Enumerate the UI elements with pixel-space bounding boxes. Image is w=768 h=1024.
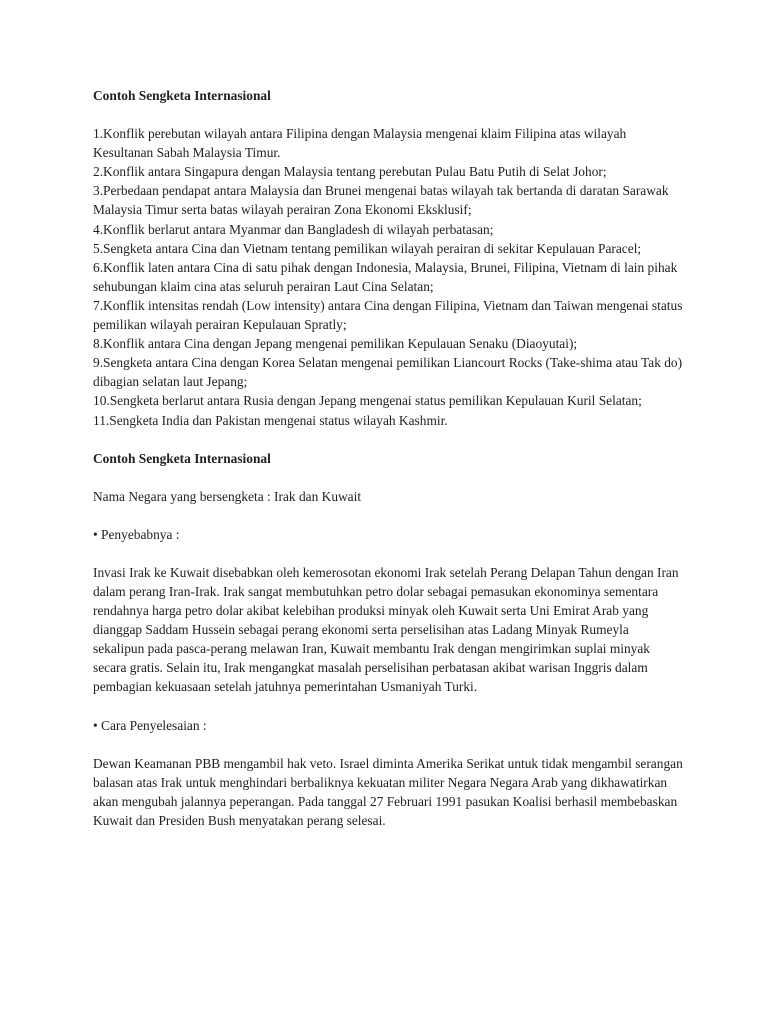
list-item: 3.Perbedaan pendapat antara Malaysia dan Brunei mengenai batas wilayah tak bertanda di daratan Sarawak Malaysia Timur serta batas wilayah perairan Zona Ekonomi Eksklusif;: [93, 183, 669, 218]
list-item: 10.Sengketa berlarut antara Rusia dengan Jepang mengenai status pemilikan Kepulauan Kuril Selatan;: [93, 393, 642, 409]
dispute-list: [93, 124, 683, 430]
spacer: [93, 430, 683, 449]
list-item: 7.Konflik intensitas rendah (Low intensity) antara Cina dengan Filipina, Vietnam dan Taiwan mengenai status pemilikan wilayah perairan Kepulauan Spratly;: [93, 297, 683, 333]
list-item: 8.Konflik antara Cina dengan Jepang mengenai pemilikan Kepulauan Senaku (Diaoyutai);: [93, 336, 578, 352]
list-item: 1.Konflik perebutan wilayah antara Filipina dengan Malaysia mengenai klaim Filipina atas wilayah Kesultanan Sabah Malaysia Timur.: [93, 126, 627, 161]
spacer: [93, 105, 683, 124]
spacer: [93, 468, 683, 487]
resolution-label: • Cara Penyelesaian :: [93, 717, 207, 733]
list-item: 2.Konflik antara Singapura dengan Malaysia tentang perebutan Pulau Batu Putih di Selat Johor;: [93, 164, 607, 180]
countries-line: Nama Negara yang bersengketa : Irak dan Kuwait: [93, 488, 362, 504]
list-item: 5.Sengketa antara Cina dan Vietnam tentang pemilikan wilayah perairan di sekitar Kepulauan Paracel;: [93, 240, 642, 256]
list-item: 9.Sengketa antara Cina dengan Korea Selatan mengenai pemilikan Liancourt Rocks (Take-shima atau Tak do) dibagian selatan laut Jepang;: [93, 355, 683, 390]
cause-paragraph: Invasi Irak ke Kuwait disebabkan oleh kemerosotan ekonomi Irak setelah Perang Delapan Tahun dengan Iran dalam perang Iran-Irak. Irak sangat membutuhkan petro dolar sebagai pemasukan ekonominya sementara rendahnya harga petro dolar akibat kelebihan produksi minyak oleh Kuwait serta Uni Emirat Arab yang dianggap Saddam Hussein sebagai perang ekonomi serta perselisihan atas Ladang Minyak Rumeyla sekalipun pada pasca-perang melawan Iran, Kuwait membantu Irak dengan mengirimkan suplai minyak secara gratis. Selain itu, Irak mengangkat masalah perselisihan perbatasan akibat warisan Inggris dalam pembagian kekuasaan setelah jatuhnya pemerintahan Usmaniyah Turki.: [93, 564, 679, 695]
spacer: [93, 506, 683, 525]
cause-label: • Penyebabnya :: [93, 526, 180, 542]
spacer: [93, 544, 683, 563]
section-1-heading: Contoh Sengketa Internasional: [93, 88, 271, 103]
spacer: [93, 735, 683, 754]
list-item: 4.Konflik berlarut antara Myanmar dan Bangladesh di wilayah perbatasan;: [93, 221, 494, 237]
list-item: 6.Konflik laten antara Cina di satu pihak dengan Indonesia, Malaysia, Brunei, Filipina, Vietnam di lain pihak sehubungan klaim cina atas seluruh perairan Laut Cina Selatan;: [93, 259, 678, 294]
section-2-heading: Contoh Sengketa Internasional: [93, 450, 271, 466]
list-item: 11.Sengketa India dan Pakistan mengenai status wilayah Kashmir.: [93, 412, 448, 428]
resolution-paragraph: Dewan Keamanan PBB mengambil hak veto. Israel diminta Amerika Serikat untuk tidak mengambil serangan balasan atas Irak untuk menghindari berbaliknya kekuatan militer Negara Negara Arab yang dikhawatirkan akan mengubah jalannya peperangan. Pada tanggal 27 Februari 1991 pasukan Koalisi berhasil membebaskan Kuwait dan Presiden Bush menyatakan perang selesai.: [93, 755, 683, 828]
spacer: [93, 697, 683, 716]
document-page: [93, 86, 683, 830]
